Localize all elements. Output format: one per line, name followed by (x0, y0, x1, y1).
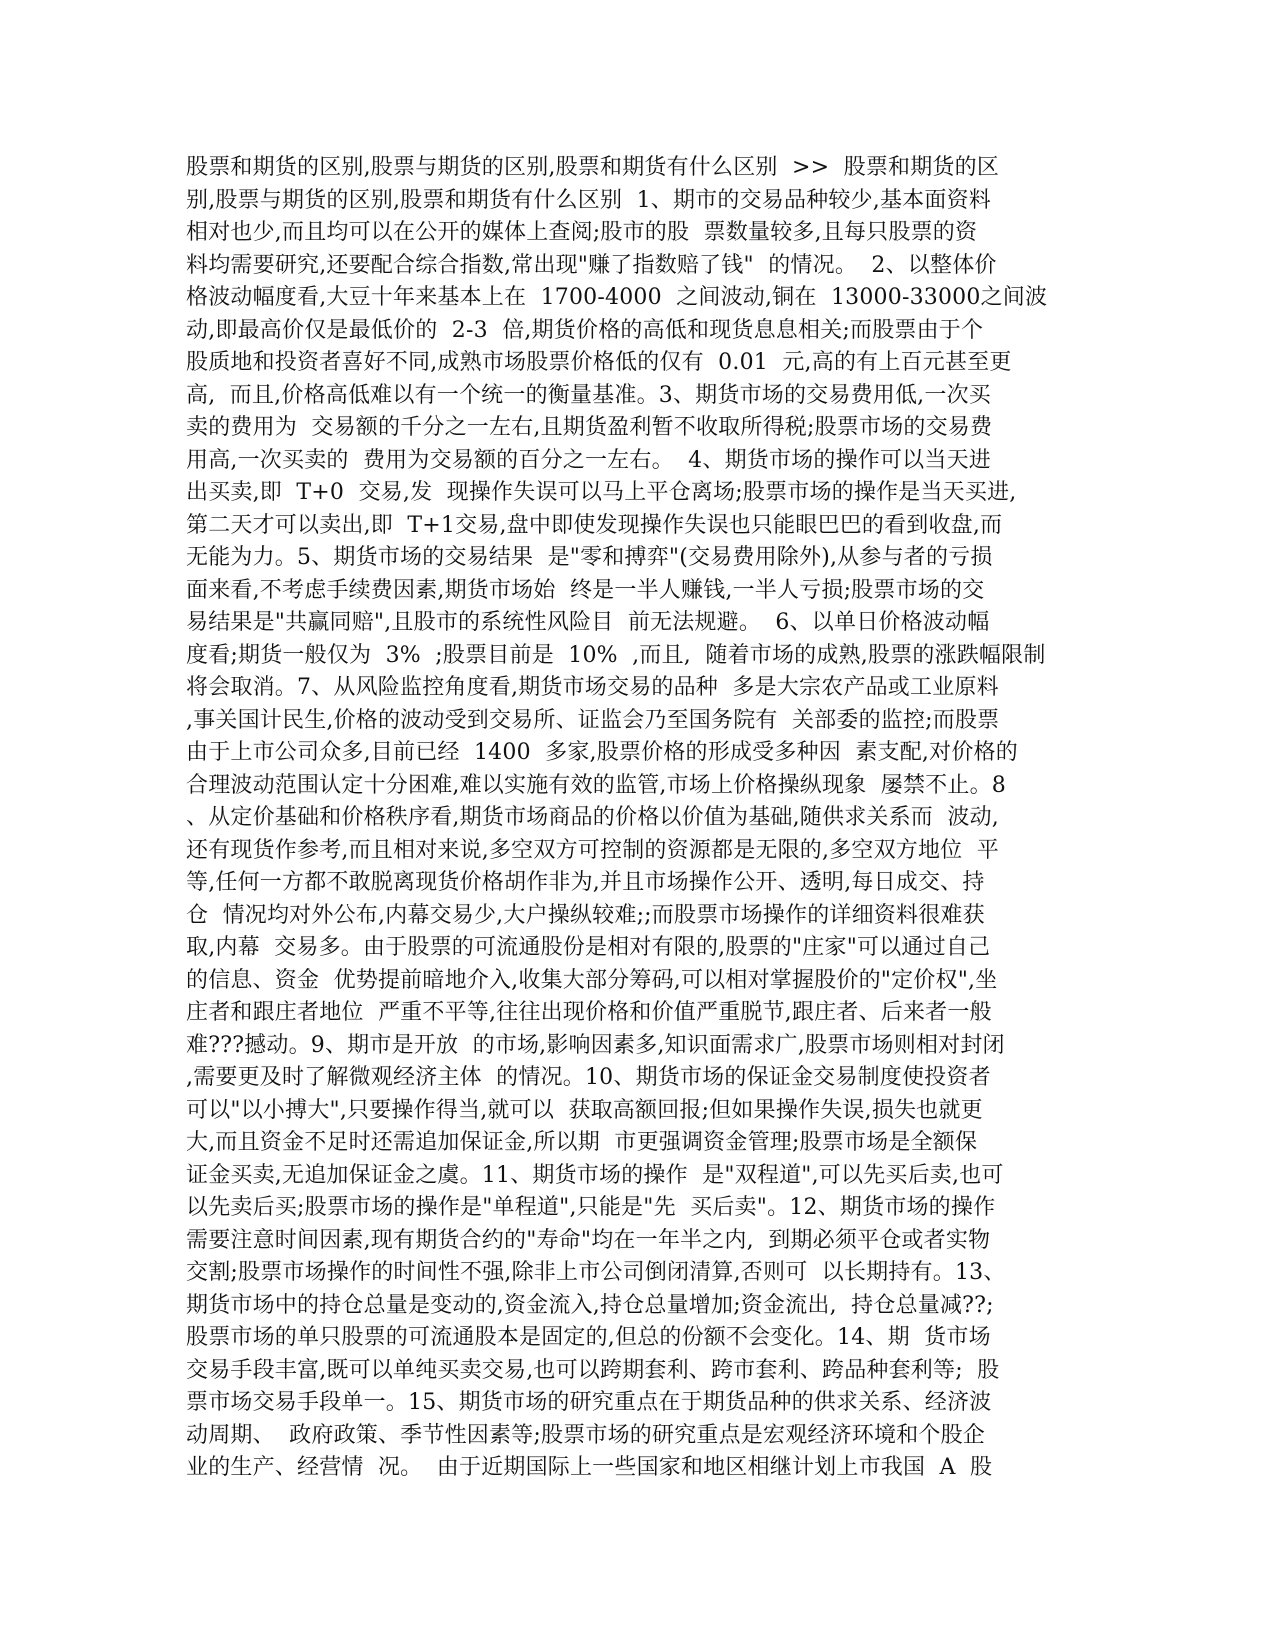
text-line: 仓 情况均对外公布,内幕交易少,大户操纵较难;;而股票市场操作的详细资料很难获 (186, 902, 985, 928)
text-line: 将会取消。7、从风险监控角度看,期货市场交易的品种 多是大宗农产品或工业原料 (186, 675, 999, 700)
text-line: 难???撼动。9、期市是开放 的市场,影响因素多,知识面需求广,股票市场则相对封闭 (186, 1032, 1005, 1058)
text-line: 料均需要研究,还要配合综合指数,常出现"赚了指数赔了钱" 的情况。 2、以整体价 (186, 252, 997, 278)
text-line: 合理波动范围认定十分困难,难以实施有效的监管,市场上价格操纵现象 屡禁不止。8 (186, 772, 1006, 798)
text-line: 期货市场中的持仓总量是变动的,资金流入,持仓总量增加;资金流出, 持仓总量减??; (186, 1292, 994, 1318)
text-line: 别,股票与期货的区别,股票和期货有什么区别 1、期市的交易品种较少,基本面资料 (186, 187, 991, 213)
text-line: 还有现货作参考,而且相对来说,多空双方可控制的资源都是无限的,多空双方地位 平 (186, 837, 999, 863)
text-line: 股票和期货的区别,股票与期货的区别,股票和期货有什么区别 >> 股票和期货的区 (186, 155, 1000, 180)
text-line: 需要注意时间因素,现有期货合约的"寿命"均在一年半之内, 到期必须平仓或者实物 (186, 1227, 991, 1253)
text-line: 股质地和投资者喜好不同,成熟市场股票价格低的仅有 0.01 元,高的有上百元甚至更 (186, 350, 1012, 375)
text-line: 可以"以小搏大",只要操作得当,就可以 获取高额回报;但如果操作失误,损失也就更 (186, 1097, 983, 1123)
text-line: 第二天才可以卖出,即 T+1交易,盘中即使发现操作失误也只能眼巴巴的看到收盘,而 (186, 512, 1003, 538)
text-line: 由于上市公司众多,目前已经 1400 多家,股票价格的形成受多种因 素支配,对价格的 (186, 740, 1018, 765)
text-line: 面来看,不考虑手续费因素,期货市场始 终是一半人赚钱,一半人亏损;股票市场的交 (186, 577, 985, 603)
text-line: 交割;股票市场操作的时间性不强,除非上市公司倒闭清算,否则可 以长期持有。13、 (186, 1260, 1006, 1285)
text-line: 票市场交易手段单一。15、期货市场的研究重点在于期货品种的供求关系、经济波 (186, 1390, 992, 1415)
text-line: 、从定价基础和价格秩序看,期货市场商品的价格以价值为基础,随供求关系而 波动, (186, 805, 999, 830)
text-line: 格波动幅度看,大豆十年来基本上在 1700-4000 之间波动,铜在 13000-33000之间波 (186, 285, 1048, 310)
text-line: 动,即最高价仅是最低价的 2-3 倍,期货价格的高低和现货息息相关;而股票由于个 (186, 317, 984, 343)
text-line: 庄者和跟庄者地位 严重不平等,往往出现价格和价值严重脱节,跟庄者、后来者一般 (186, 1000, 992, 1025)
text-line: ,事关国计民生,价格的波动受到交易所、证监会乃至国务院有 关部委的监控;而股票 (186, 707, 1000, 733)
text-line: 动周期、 政府政策、季节性因素等;股票市场的研究重点是宏观经济环境和个股企 (186, 1422, 986, 1448)
text-line: 易结果是"共赢同赔",且股市的系统性风险目 前无法规避。 6、以单日价格波动幅 (186, 610, 990, 635)
text-line: 用高,一次买卖的 费用为交易额的百分之一左右。 4、期货市场的操作可以当天进 (186, 447, 991, 473)
text-line: 取,内幕 交易多。由于股票的可流通股份是相对有限的,股票的"庄家"可以通过自己 (186, 935, 991, 960)
text-line: 无能为力。5、期货市场的交易结果 是"零和搏弈"(交易费用除外),从参与者的亏损 (186, 545, 993, 570)
text-line: 证金买卖,无追加保证金之虞。11、期货市场的操作 是"双程道",可以先买后卖,也可 (186, 1162, 1004, 1188)
text-line: 业的生产、经营情 况。 由于近期国际上一些国家和地区相继计划上市我国 A 股 (186, 1455, 993, 1480)
text-line: 大,而且资金不足时还需追加保证金,所以期 市更强调资金管理;股票市场是全额保 (186, 1130, 978, 1155)
text-line: 交易手段丰富,既可以单纯买卖交易,也可以跨期套利、跨市套利、跨品种套利等; 股 (186, 1357, 1000, 1383)
text-line: 高, 而且,价格高低难以有一个统一的衡量基准。3、期货市场的交易费用低,一次买 (186, 382, 991, 408)
text-line: 股票市场的单只股票的可流通股本是固定的,但总的份额不会变化。14、期 货市场 (186, 1325, 991, 1350)
text-line: 相对也少,而且均可以在公开的媒体上查阅;股市的股 票数量较多,且每只股票的资 (186, 220, 978, 245)
text-line: 度看;期货一般仅为 3% ;股票目前是 10% ,而且, 随着市场的成熟,股票的涨跌幅限制 (186, 642, 1046, 668)
text-line: 卖的费用为 交易额的千分之一左右,且期货盈利暂不收取所得税;股票市场的交易费 (186, 415, 993, 440)
body-text (186, 152, 1086, 1485)
text-line: 等,任何一方都不敢脱离现货价格胡作非为,并且市场操作公开、透明,每日成交、持 (186, 870, 985, 895)
text-line: 出买卖,即 T+0 交易,发 现操作失误可以马上平仓离场;股票市场的操作是当天买进, (186, 480, 1017, 505)
text-line: 以先卖后买;股票市场的操作是"单程道",只能是"先 买后卖"。12、期货市场的操作 (186, 1195, 996, 1220)
text-line: 的信息、资金 优势提前暗地介入,收集大部分筹码,可以相对掌握股价的"定价权",坐 (186, 967, 998, 993)
text-line: ,需要更及时了解微观经济主体 的情况。10、期货市场的保证金交易制度使投资者 (186, 1065, 991, 1090)
